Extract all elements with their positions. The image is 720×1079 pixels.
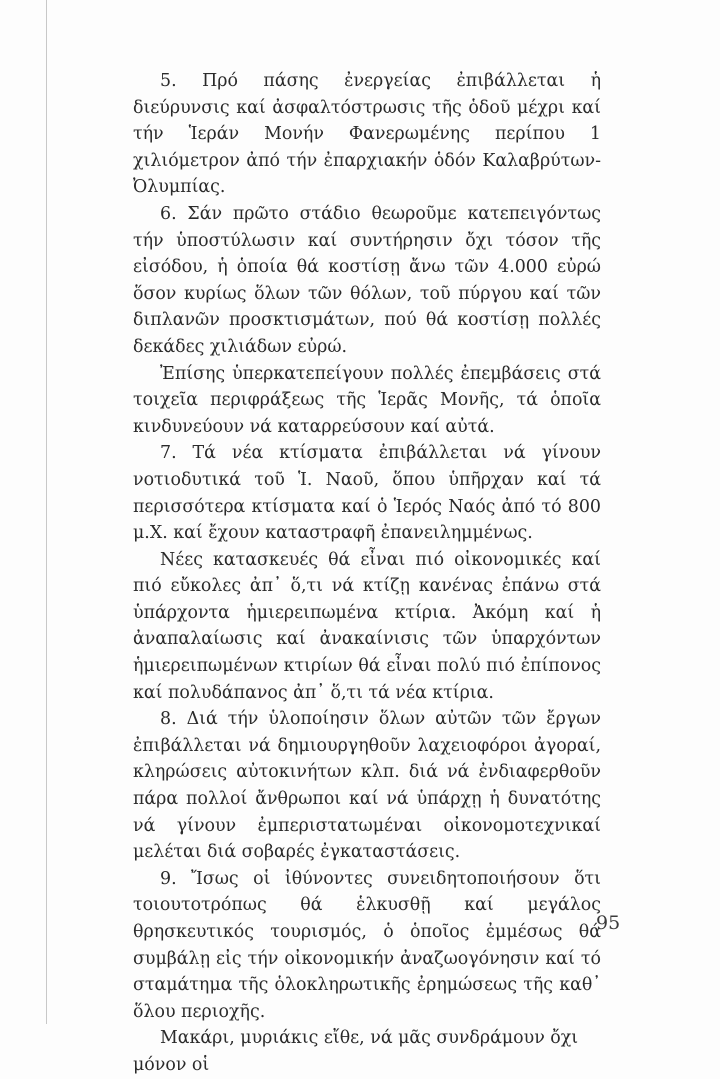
paragraph-6-continued: Ἐπίσης ὑπερκατεπείγουν πολλές ἐπεμβάσεις στά τοιχεῖα περιφράξεως τῆς Ἱερᾶς Μονῆς, τά ὁποῖα κινδυνεύουν νά καταρρεύσουν καί αὐτά. [133, 363, 601, 437]
page-number: 95 [596, 912, 621, 934]
paragraph-6: 6. Σάν πρῶτο στάδιο θεωροῦμε κατεπειγόντως τήν ὑποστύλωσιν καί συντήρησιν ὄχι τόσον τῆς εἰσόδου, ἡ ὁποία θά κοστίσῃ ἄνω τῶν 4.000 εὐρώ ὅσον κυρίως ὅλων τῶν θόλων, τοῦ πύργου καί τῶν διπλανῶν προσκτισμάτων, πού θά κοστίσῃ πολλές δεκάδες χιλιάδων εὐρώ. [133, 203, 601, 357]
paragraph-8: 8. Διά τήν ὑλοποίησιν ὅλων αὐτῶν τῶν ἔργων ἐπιβάλλεται νά δημιουργηθοῦν λαχειοφόροι ἀγοραί, κληρώσεις αὐτοκινήτων κλπ. διά νά ἐνδιαφερθοῦν πάρα πολλοί ἄνθρωποι καί νά ὑπάρχῃ ἡ δυνατότης νά γίνουν ἐμπεριστατωμέναι οἰκονομοτεχνικαί μελέται διά σοβαρές ἐγκαταστάσεις. [133, 709, 601, 863]
paragraph-5: 5. Πρό πάσης ἐνεργείας ἐπιβάλλεται ἡ διεύρυνσις καί ἀσφαλτόστρωσις τῆς ὁδοῦ μέχρι καί τήν Ἱεράν Μονήν Φανερωμένης περίπου 1 χιλιόμετρον ἀπό τήν ἐπαρχιακήν ὁδόν Καλαβρύτων-Ὀλυμπίας. [133, 71, 601, 198]
paragraph-7-continued: Νέες κατασκευές θά εἶναι πιό οἰκονομικές καί πιό εὔκολες ἀπ᾽ ὅ,τι νά κτίζῃ κανένας ἐπάνω στά ὑπάρχοντα ἡμιερειπωμένα κτίρια. Ἀκόμη καί ἡ ἀναπαλαίωσις καί ἀνακαίνισις τῶν ὑπαρχόντων ἡμιερειπωμένων κτιρίων θά εἶναι πολύ πιό ἐπίπονος καί πολυδάπανος ἀπ᾽ ὅ,τι τά νέα κτίρια. [133, 549, 601, 703]
paragraph-7: 7. Τά νέα κτίσματα ἐπιβάλλεται νά γίνουν νοτιοδυτικά τοῦ Ἱ. Ναοῦ, ὅπου ὑπῆρχαν καί τά περισσότερα κτίσματα καί ὁ Ἱερός Ναός ἀπό τό 800 μ.Χ. καί ἔχουν καταστραφῆ ἐπανειλημμένως. [133, 443, 601, 544]
page-binding-edge [46, 0, 47, 1024]
body-text [133, 68, 601, 1079]
paragraph-closing: Μακάρι, μυριάκις εἴθε, νά μᾶς συνδράμουν ὄχι μόνον οἱ [133, 1028, 579, 1075]
paragraph-9: 9. Ἴσως οἱ ἰθύνοντες συνειδητοποιήσουν ὅτι τοιουτοτρόπως θά ἑλκυσθῇ καί μεγάλος θρησκευτικός τουρισμός, ὁ ὁποῖος ἐμμέσως θά συμβάλῃ εἰς τήν οἰκονομικήν ἀναζωογόνησιν καί τό σταμάτημα τῆς ὁλοκληρωτικῆς ἐρημώσεως τῆς καθ᾽ ὅλου περιοχῆς. [133, 868, 601, 1022]
